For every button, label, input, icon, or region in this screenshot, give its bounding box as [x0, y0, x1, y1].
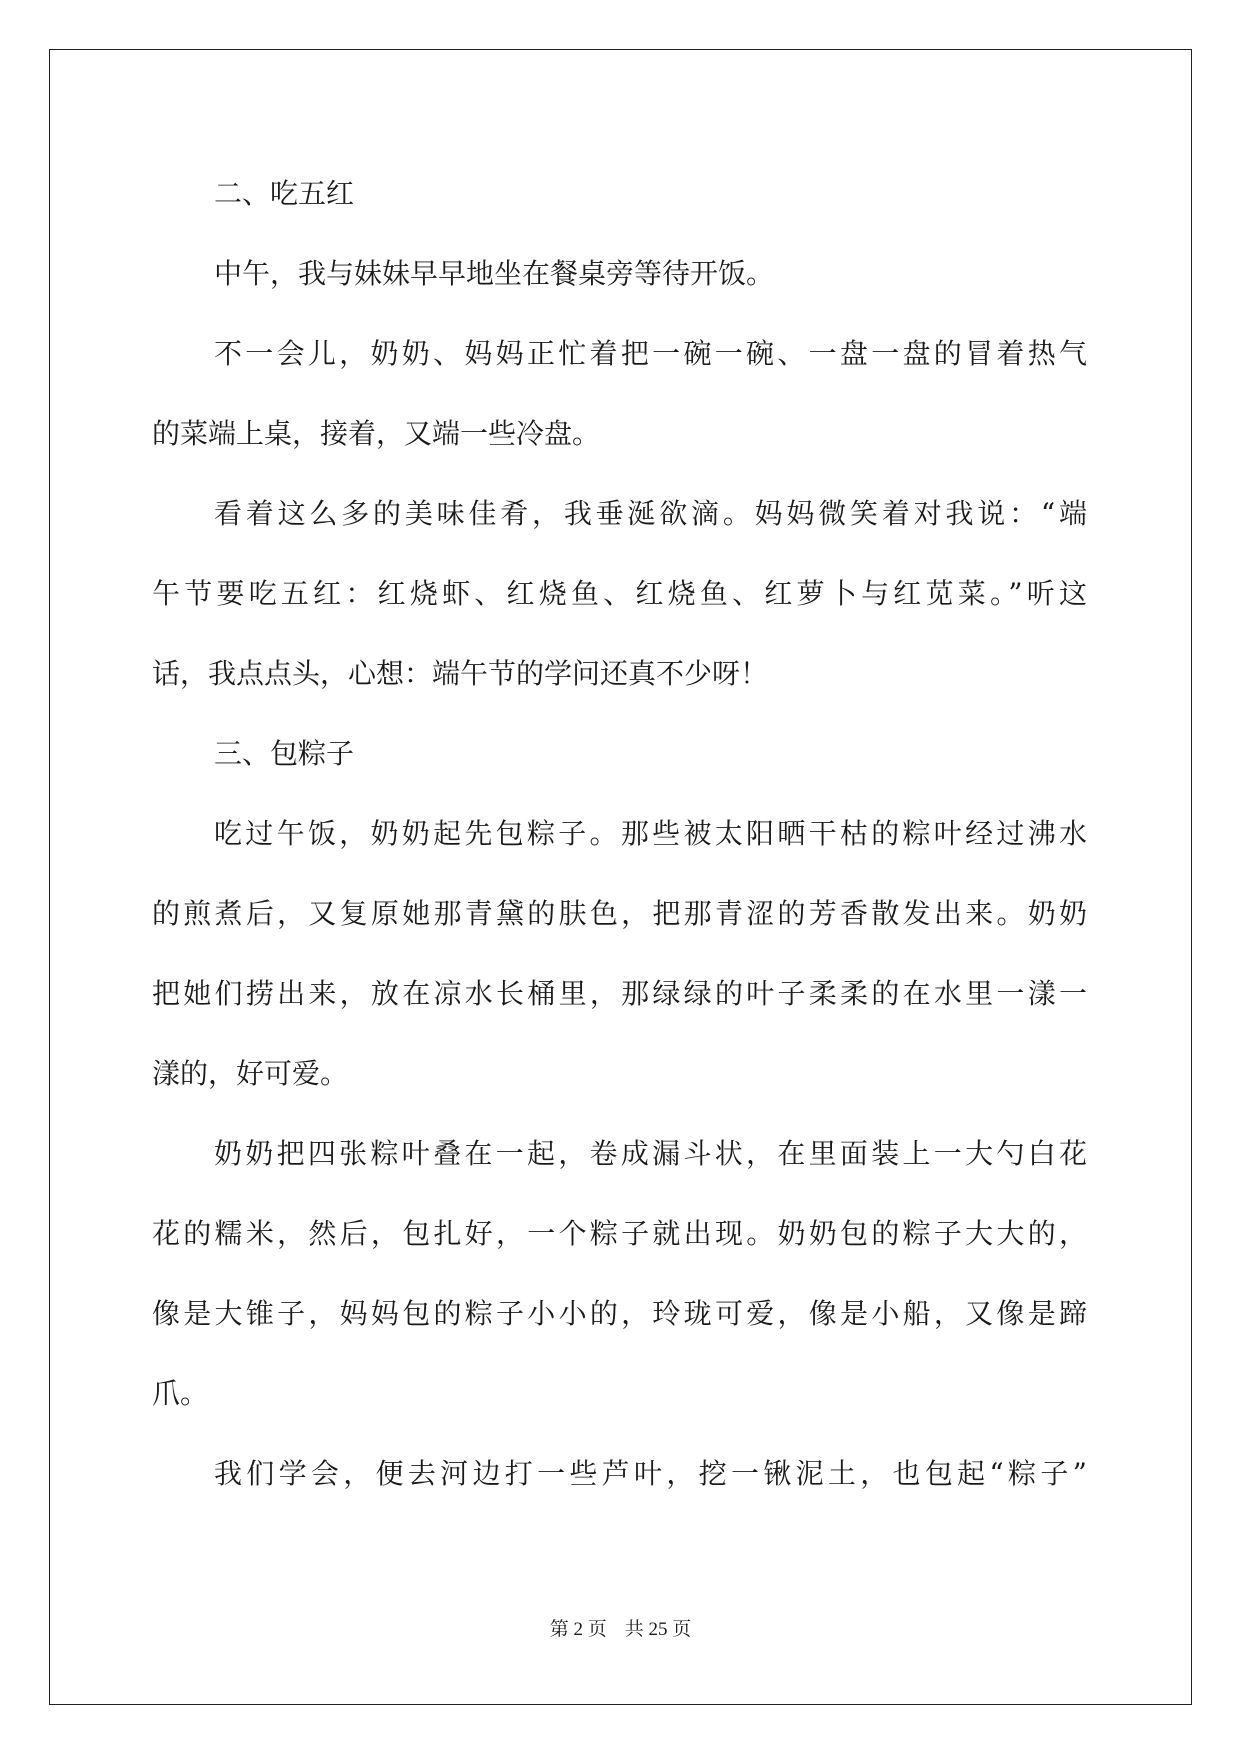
paragraph-line: 不一会儿，奶奶、妈妈正忙着把一碗一碗、一盘一盘的冒着热气	[214, 337, 1087, 370]
paragraph-line: 奶奶把四张粽叶叠在一起，卷成漏斗状，在里面装上一大勺白花	[214, 1137, 1087, 1170]
paragraph-line: 像是大锥子，妈妈包的粽子小小的，玲珑可爱，像是小船，又像是蹄	[152, 1297, 1087, 1330]
page-number: 第 2 页	[549, 1619, 607, 1640]
paragraph-line: 的菜端上桌，接着，又端一些冷盘。	[152, 417, 601, 450]
paragraph-line: 话，我点点头，心想：端午节的学问还真不少呀！	[152, 657, 769, 690]
paragraph-line: 把她们捞出来，放在凉水长桶里，那绿绿的叶子柔柔的在水里一漾一	[152, 977, 1087, 1010]
page-total: 共 25 页	[624, 1619, 692, 1640]
section-heading: 二、吃五红	[214, 177, 355, 210]
paragraph-line: 花的糯米，然后，包扎好，一个粽子就出现。奶奶包的粽子大大的，	[152, 1217, 1087, 1250]
paragraph-line: 漾的，好可爱。	[152, 1057, 349, 1090]
paragraph-line: 的煎煮后，又复原她那青黛的肤色，把那青涩的芳香散发出来。奶奶	[152, 897, 1087, 930]
paragraph-line: 爪。	[152, 1377, 209, 1410]
section-heading: 三、包粽子	[214, 737, 355, 770]
page-footer	[0, 1618, 1241, 1642]
paragraph-line: 吃过午饭，奶奶起先包粽子。那些被太阳晒干枯的粽叶经过沸水	[214, 817, 1087, 850]
paragraph-line: 午节要吃五红：红烧虾、红烧鱼、红烧鱼、红萝卜与红苋菜。”听这	[152, 577, 1087, 610]
paragraph-line: 中午，我与妹妹早早地坐在餐桌旁等待开饭。	[214, 257, 775, 290]
paragraph-line: 看着这么多的美味佳肴，我垂涎欲滴。妈妈微笑着对我说：“端	[214, 497, 1087, 530]
paragraph-line: 我们学会，便去河边打一些芦叶，挖一锹泥土，也包起“粽子”	[214, 1457, 1087, 1490]
